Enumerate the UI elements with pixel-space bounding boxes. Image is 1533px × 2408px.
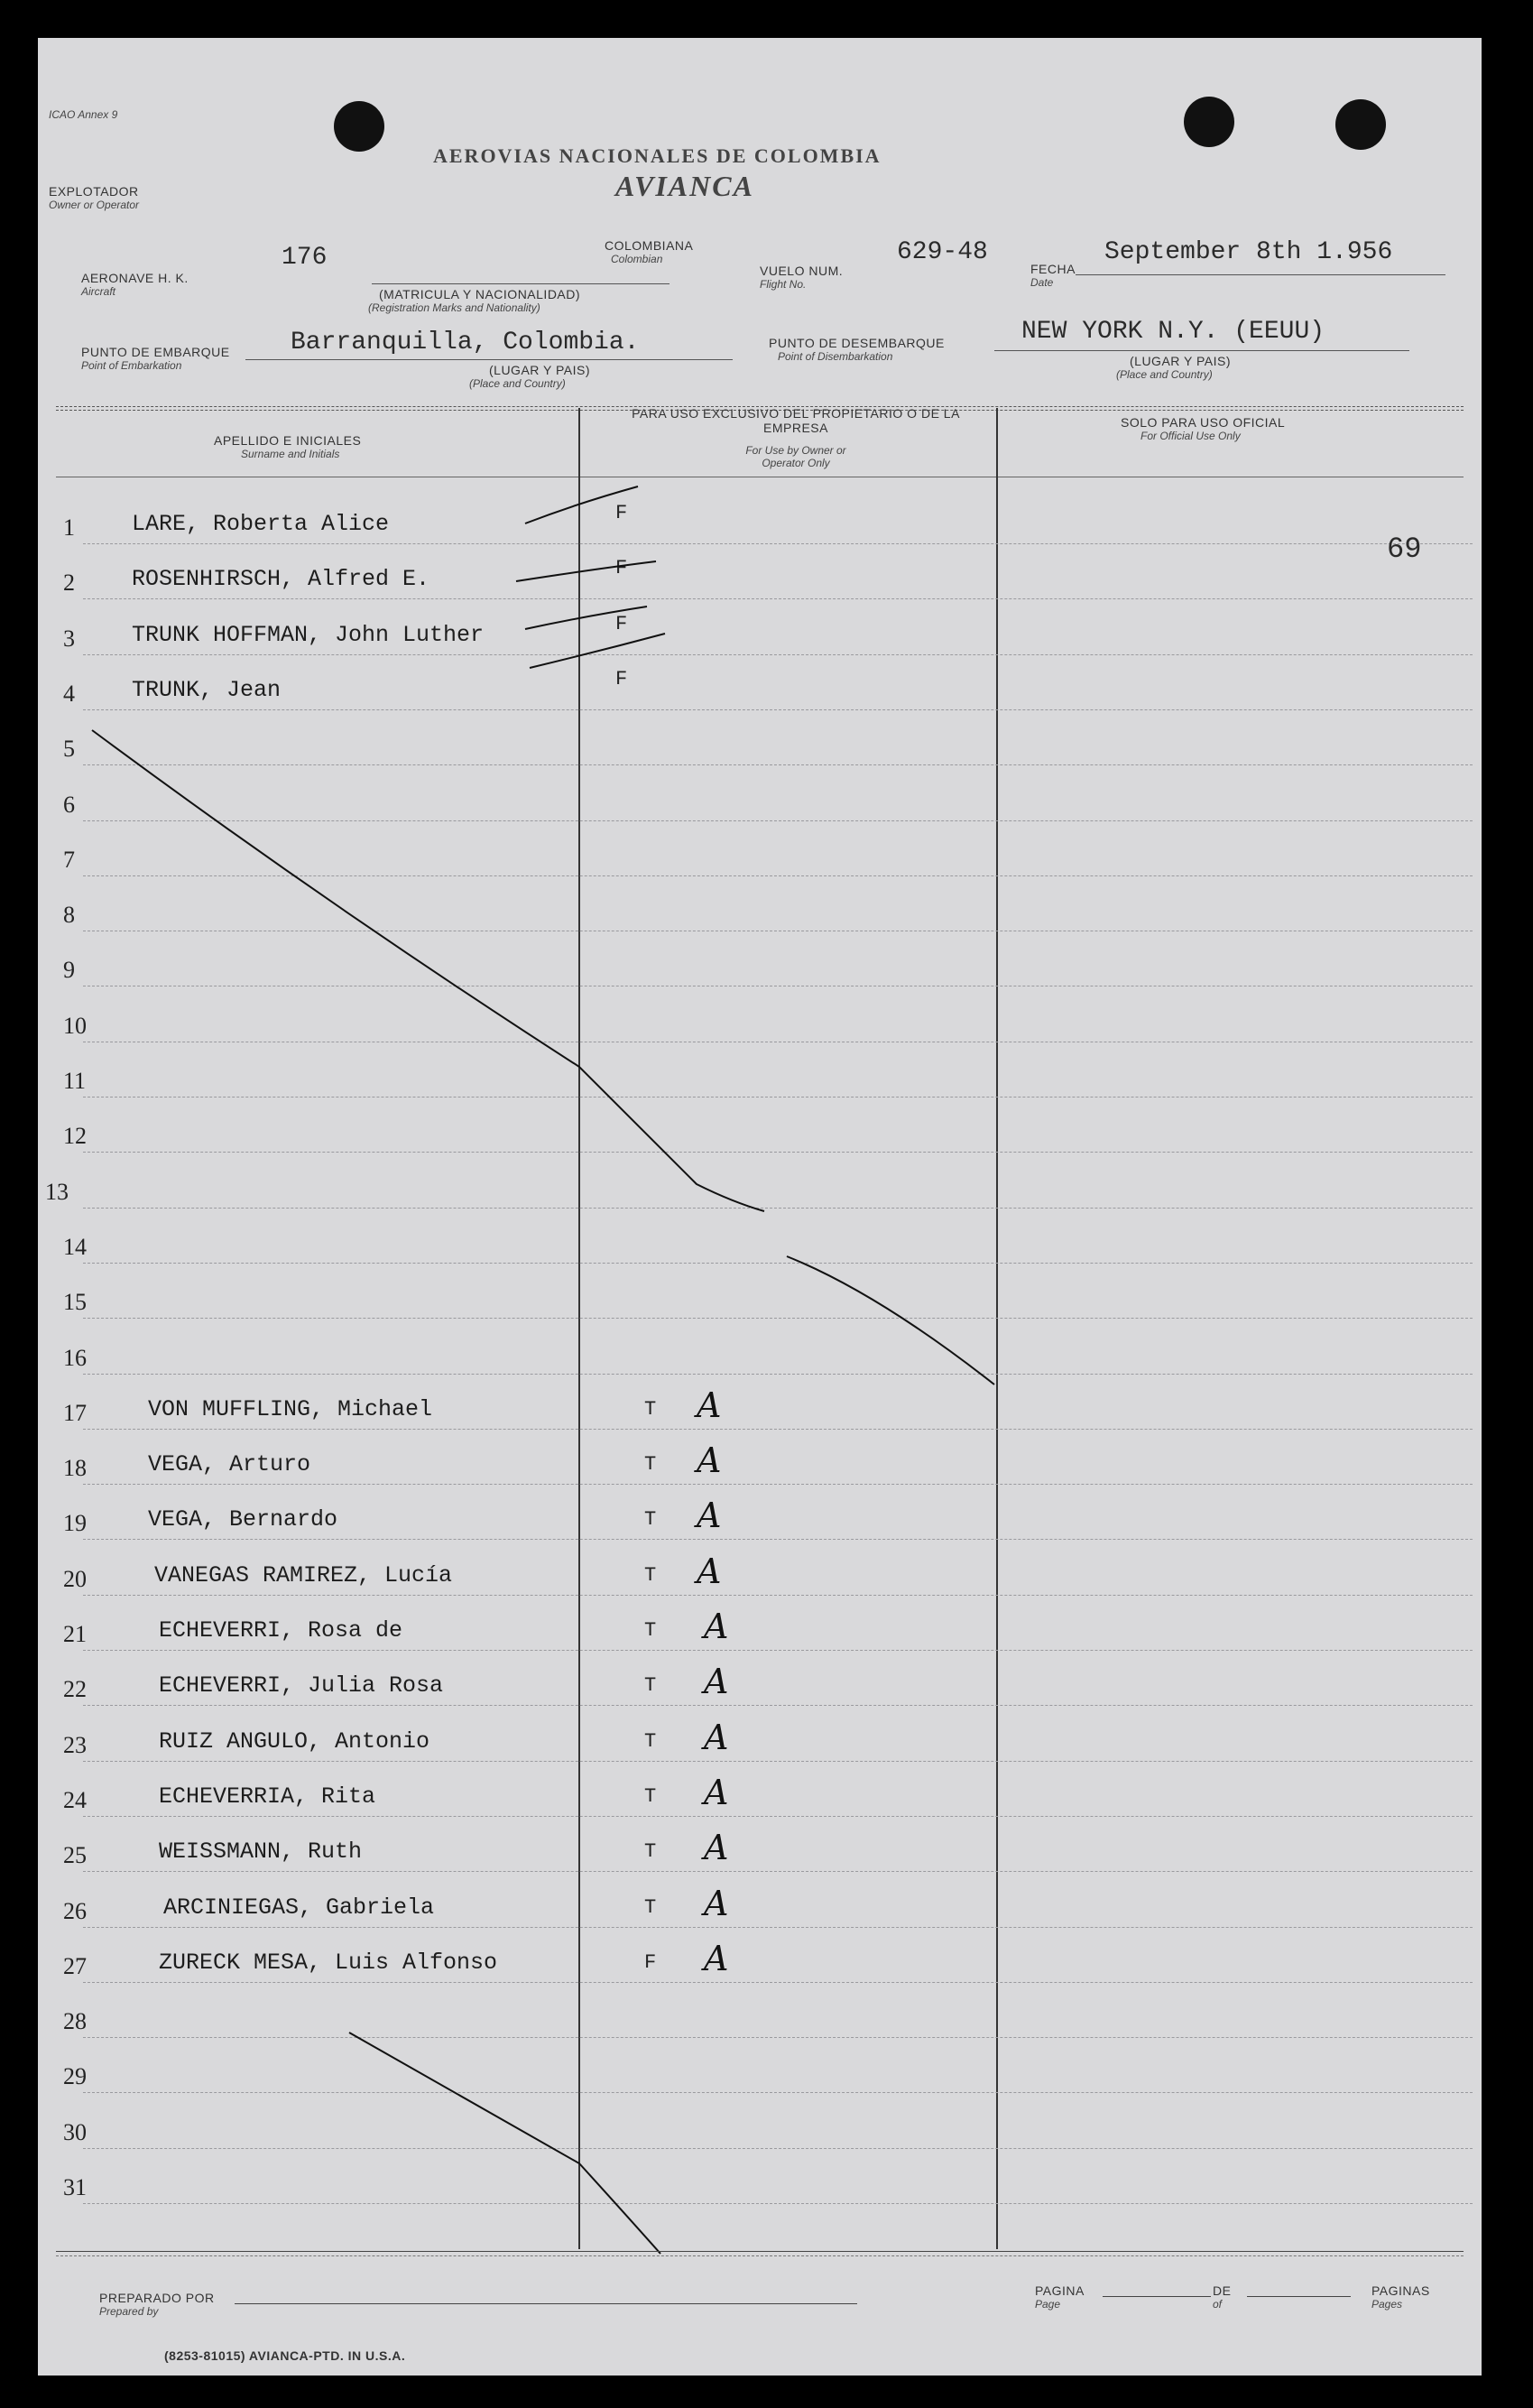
row-number: 15 [63, 1289, 87, 1316]
pages-label: PAGINAS [1371, 2283, 1430, 2298]
date-value: September 8th 1.956 [1104, 238, 1393, 266]
of-label-en: of [1213, 2298, 1223, 2311]
of-line [1247, 2296, 1351, 2297]
passenger-name: RUIZ ANGULO, Antonio [159, 1727, 430, 1755]
handwritten-mark: A [704, 1828, 729, 1868]
passenger-name: ARCINIEGAS, Gabriela [163, 1894, 435, 1921]
ticket-code: T [644, 1619, 657, 1642]
handwritten-mark: A [704, 1607, 729, 1646]
passenger-name: TRUNK HOFFMAN, John Luther [132, 621, 485, 648]
prepared-label: PREPARADO POR [99, 2291, 215, 2305]
embark-label: PUNTO DE EMBARQUE [81, 345, 230, 359]
row-number: 19 [63, 1510, 87, 1537]
passenger-name: VON MUFFLING, Michael [148, 1395, 433, 1422]
row-number: 22 [63, 1676, 87, 1703]
place-label-2: (LUGAR Y PAIS) [1130, 354, 1232, 368]
table-bottom-rule [56, 2251, 1464, 2252]
row-number: 27 [63, 1952, 87, 1979]
row-number: 31 [63, 2174, 87, 2200]
place-label-1: (LUGAR Y PAIS) [489, 363, 591, 377]
ticket-code: F [644, 1950, 657, 1974]
disembark-value: NEW YORK N.Y. (EEUU) [1021, 318, 1325, 346]
row-number: 21 [63, 1621, 87, 1647]
col-company-header-en: For Use by Owner or Operator Only [745, 444, 846, 469]
ticket-code: T [644, 1729, 657, 1753]
operator-label-en: Owner or Operator [49, 199, 140, 211]
row-number: 8 [63, 902, 75, 929]
date-label: FECHA [1030, 262, 1076, 276]
strike-row-3 [525, 607, 647, 629]
place-label-2-en: (Place and Country) [1116, 368, 1213, 381]
passenger-name: VEGA, Arturo [148, 1451, 311, 1478]
registration-label-en: (Registration Marks and Nationality) [368, 301, 540, 314]
table-bottom-rule-2 [56, 2255, 1464, 2256]
ticket-code: T [644, 1674, 657, 1698]
col-official-header-en: For Official Use Only [1141, 430, 1241, 442]
row-number: 29 [63, 2063, 87, 2090]
aircraft-value: 176 [282, 244, 328, 272]
prepared-label-en: Prepared by [99, 2305, 159, 2318]
row-number: 4 [63, 680, 75, 707]
ticket-code: T [644, 1508, 657, 1532]
official-number: 69 [1387, 533, 1422, 566]
void-line-upper [92, 730, 764, 1211]
row-number: 10 [63, 1012, 87, 1039]
handwritten-mark: A [704, 1772, 729, 1812]
prepared-line [235, 2303, 857, 2304]
passenger-name: WEISSMANN, Ruth [159, 1838, 363, 1866]
void-line-lower [349, 2033, 660, 2254]
date-label-en: Date [1030, 276, 1054, 289]
registration-label: (MATRICULA Y NACIONALIDAD) [379, 287, 581, 301]
nationality-stamp-en: Colombian [611, 253, 663, 265]
ticket-code: F [615, 502, 628, 524]
row-number: 30 [63, 2118, 87, 2145]
row-number: 5 [63, 736, 75, 763]
col-name-header-en: Surname and Initials [241, 448, 340, 460]
embark-value: Barranquilla, Colombia. [291, 329, 640, 357]
row-number: 14 [63, 1233, 87, 1260]
ticket-code: T [644, 1397, 657, 1421]
operator-label: EXPLOTADOR [49, 184, 139, 199]
handwritten-mark: A [697, 1496, 722, 1536]
disembark-label: PUNTO DE DESEMBARQUE [769, 336, 945, 350]
pages-label-en: Pages [1371, 2298, 1403, 2311]
company-brand: AVIANCA [615, 170, 754, 202]
row-number: 18 [63, 1455, 87, 1482]
passenger-name: VANEGAS RAMIREZ, Lucía [154, 1561, 453, 1588]
passenger-name: ZURECK MESA, Luis Alfonso [159, 1949, 498, 1976]
handwritten-mark: A [704, 1662, 729, 1702]
passenger-name: TRUNK, Jean [132, 676, 282, 703]
row-number: 13 [45, 1178, 69, 1205]
passenger-name: LARE, Roberta Alice [132, 511, 390, 537]
row-number: 7 [63, 846, 75, 873]
passenger-name: ECHEVERRI, Julia Rosa [159, 1672, 444, 1699]
page-label: PAGINA [1035, 2283, 1085, 2298]
aircraft-label-en: Aircraft [81, 285, 116, 298]
ticket-code: T [644, 1895, 657, 1919]
ticket-code: T [644, 1563, 657, 1587]
row-number: 17 [63, 1399, 87, 1426]
corner-note: ICAO Annex 9 [49, 108, 118, 121]
row-number: 26 [63, 1897, 87, 1924]
handwritten-mark: A [697, 1385, 722, 1425]
handwritten-mark: A [704, 1938, 729, 1978]
page-line [1103, 2296, 1211, 2297]
row-number: 25 [63, 1842, 87, 1869]
ticket-code: F [615, 612, 628, 635]
row-number: 1 [63, 514, 75, 541]
ticket-code: T [644, 1784, 657, 1808]
row-number: 11 [63, 1068, 87, 1094]
strike-row-4 [530, 634, 665, 668]
embark-label-en: Point of Embarkation [81, 359, 182, 372]
disembark-label-en: Point of Disembarkation [778, 350, 893, 363]
ticket-code: T [644, 1840, 657, 1864]
handwritten-mark: A [704, 1883, 729, 1923]
row-number: 24 [63, 1786, 87, 1813]
row-number: 12 [63, 1123, 87, 1150]
passenger-name: ROSENHIRSCH, Alfred E. [132, 566, 430, 593]
of-label: DE [1213, 2283, 1232, 2298]
place-label-1-en: (Place and Country) [469, 377, 566, 390]
handwritten-strokes [38, 38, 1482, 2376]
nationality-stamp: COLOMBIANA [605, 238, 694, 253]
passenger-name: ECHEVERRIA, Rita [159, 1783, 376, 1810]
flight-label: VUELO NUM. [760, 264, 844, 278]
company-name: AEROVIAS NACIONALES DE COLOMBIA [433, 144, 882, 167]
void-line-middle [787, 1256, 994, 1385]
ticket-code: T [644, 1453, 657, 1477]
row-number: 2 [63, 570, 75, 597]
aircraft-label: AERONAVE H. K. [81, 271, 189, 285]
passenger-name: ECHEVERRI, Rosa de [159, 1617, 403, 1644]
handwritten-mark: A [697, 1551, 722, 1591]
row-number: 20 [63, 1565, 87, 1592]
row-number: 3 [63, 625, 75, 652]
row-number: 28 [63, 2008, 87, 2035]
col-name-header: APELLIDO E INICIALES [214, 433, 362, 448]
flight-label-en: Flight No. [760, 278, 807, 291]
page-label-en: Page [1035, 2298, 1061, 2311]
row-number: 23 [63, 1731, 87, 1758]
ticket-code: F [615, 667, 628, 690]
row-number: 16 [63, 1344, 87, 1371]
handwritten-mark: A [704, 1717, 729, 1757]
manifest-sheet [38, 38, 1482, 2376]
flight-value: 629-48 [897, 238, 988, 266]
printer-note: (8253-81015) AVIANCA-PTD. IN U.S.A. [164, 2348, 406, 2363]
strike-row-2 [516, 561, 656, 581]
ticket-code: F [615, 557, 628, 580]
strike-row-1 [525, 486, 638, 523]
handwritten-mark: A [697, 1440, 722, 1481]
col-company-header: PARA USO EXCLUSIVO DEL PROPIETARIO O DE LA EMPRESA [632, 406, 960, 435]
col-official-header: SOLO PARA USO OFICIAL [1121, 415, 1286, 430]
row-number: 6 [63, 791, 75, 818]
row-number: 9 [63, 957, 75, 984]
passenger-name: VEGA, Bernardo [148, 1506, 338, 1533]
